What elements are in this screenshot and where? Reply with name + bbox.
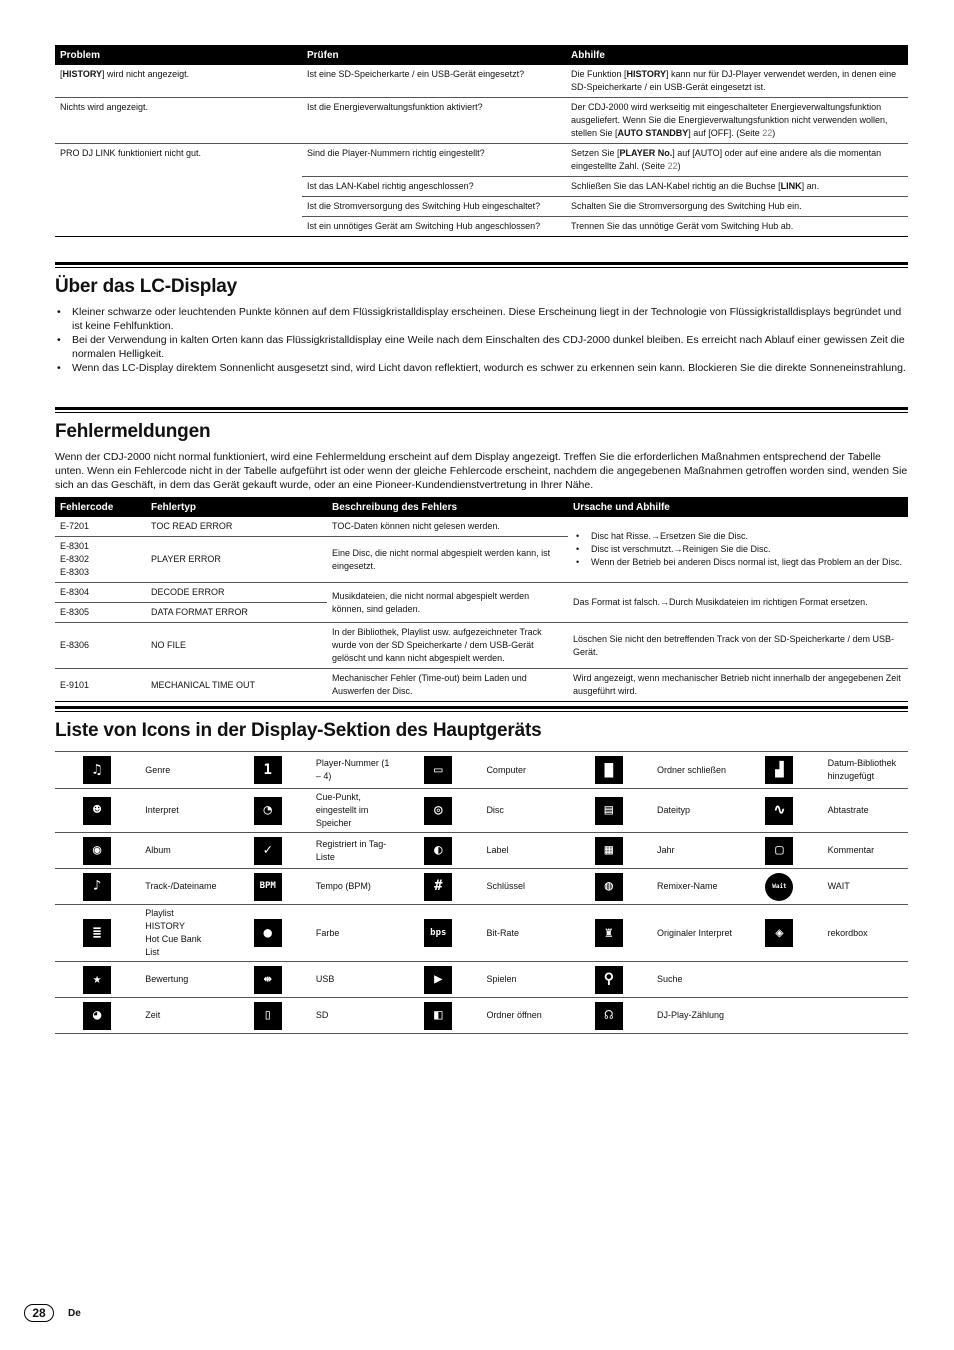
error-code: E-9101 bbox=[55, 669, 146, 702]
icon-cell bbox=[55, 869, 139, 905]
icon-label-text: Playlist HISTORY Hot Cue Bank List bbox=[145, 908, 202, 957]
error-type: MECHANICAL TIME OUT bbox=[146, 669, 327, 702]
fix-cell: Schließen Sie das LAN-Kabel richtig an die Buchse [LINK] an. bbox=[566, 177, 908, 197]
icon-cell bbox=[737, 869, 821, 905]
icon-label-text: Jahr bbox=[657, 845, 675, 855]
icon-label bbox=[310, 962, 396, 998]
icon-label bbox=[310, 833, 396, 869]
icon-label-text: Ordner schließen bbox=[657, 764, 727, 775]
icon-cell bbox=[226, 833, 310, 869]
header-problem: Problem bbox=[55, 45, 302, 65]
icon-label-text: Remixer-Name bbox=[657, 881, 718, 891]
icon-table bbox=[55, 751, 908, 1034]
icon-label-text: Originaler Interpret bbox=[657, 927, 733, 938]
time-icon: ◕ bbox=[83, 1002, 111, 1030]
icon-cell bbox=[567, 789, 651, 833]
bpm-icon: BPM bbox=[254, 873, 282, 901]
folder-open-icon: ◧ bbox=[424, 1002, 452, 1030]
icon-label-text: Bit-Rate bbox=[486, 927, 519, 938]
icon-row bbox=[55, 752, 908, 789]
error-code: E-8306 bbox=[55, 623, 146, 669]
icon-cell bbox=[737, 833, 821, 869]
error-desc: Mechanischer Fehler (Time-out) beim Laden und Auswerfen der Disc. bbox=[327, 669, 568, 702]
tag-list-icon: ✓ bbox=[254, 837, 282, 865]
icon-label-text: rekordbox bbox=[827, 927, 868, 938]
rating-icon: ★ bbox=[83, 966, 111, 994]
icon-label bbox=[651, 998, 737, 1034]
icon-label bbox=[480, 998, 566, 1034]
icon-cell bbox=[396, 789, 480, 833]
icon-label-text: WAIT bbox=[827, 881, 850, 891]
section-rule bbox=[55, 706, 908, 712]
remixer-icon: ◍ bbox=[595, 873, 623, 901]
icon-label-text: USB bbox=[315, 974, 335, 984]
icon-label bbox=[651, 752, 737, 789]
icon-label bbox=[651, 962, 737, 998]
genre-icon: ♫ bbox=[83, 756, 111, 784]
table-row bbox=[55, 144, 908, 177]
icon-cell bbox=[55, 998, 139, 1034]
icon-cell bbox=[226, 905, 310, 962]
computer-icon: ▭ bbox=[424, 756, 452, 784]
icon-label bbox=[822, 869, 908, 905]
check-cell: Ist die Energieverwaltungsfunktion aktiviert? bbox=[302, 98, 566, 144]
icon-label bbox=[651, 833, 737, 869]
problem-cell: PRO DJ LINK funktioniert nicht gut. bbox=[55, 144, 302, 237]
table-row bbox=[55, 517, 908, 537]
icon-label bbox=[310, 998, 396, 1034]
error-desc: Eine Disc, die nicht normal abgespielt werden kann, ist eingesetzt. bbox=[327, 537, 568, 583]
icon-label-text: Interpret bbox=[145, 805, 179, 815]
icon-cell bbox=[226, 962, 310, 998]
icon-label bbox=[651, 869, 737, 905]
section-title: Fehlermeldungen bbox=[55, 421, 211, 442]
icon-row bbox=[55, 789, 908, 833]
fix-cell: Setzen Sie [PLAYER No.] auf [AUTO] oder auf eine andere als die momentan eingestellte Zahl. (Seite 22) bbox=[566, 144, 908, 177]
list-item: • Bei der Verwendung in kalten Orten kann das Flüssigkristalldisplay eine Weile nach dem Einschalten des CDJ-2000 dunkel bleiben. Es erreicht nach Ablauf einer gewissen Zeit die normalen Helligkeit. bbox=[55, 333, 908, 361]
section-title: Über das LC-Display bbox=[55, 276, 238, 297]
troubleshooting-table bbox=[55, 45, 908, 237]
icon-cell bbox=[396, 962, 480, 998]
lc-display-bullets bbox=[55, 305, 908, 375]
icon-label bbox=[822, 752, 908, 789]
error-code: E-8305 bbox=[55, 603, 146, 623]
icon-label bbox=[139, 833, 225, 869]
section-rule bbox=[55, 407, 908, 413]
icon-label bbox=[139, 752, 225, 789]
icon-cell bbox=[567, 998, 651, 1034]
key-icon: # bbox=[424, 873, 452, 901]
icon-label bbox=[651, 789, 737, 833]
color-icon: ● bbox=[254, 919, 282, 947]
icon-label bbox=[480, 905, 566, 962]
icon-label-text: DJ-Play-Zählung bbox=[657, 1010, 725, 1020]
icon-label bbox=[822, 998, 908, 1034]
check-cell: Ist eine SD-Speicherkarte / ein USB-Gerät eingesetzt? bbox=[302, 65, 566, 98]
check-cell: Ist die Stromversorgung des Switching Hub eingeschaltet? bbox=[302, 197, 566, 217]
table-row bbox=[55, 65, 908, 98]
error-desc: In der Bibliothek, Playlist usw. aufgezeichneter Track wurde von der SD Speicherkarte / dem USB-Gerät gelöscht und kann nicht abgespielt werden. bbox=[327, 623, 568, 669]
icon-label-text: SD bbox=[315, 1010, 329, 1020]
icon-label-text: Cue-Punkt, eingestellt im Speicher bbox=[315, 792, 369, 828]
list-item: • Disc ist verschmutzt.→Reinigen Sie die Disc. bbox=[573, 543, 903, 556]
error-code: E-8301 E-8302 E-8303 bbox=[55, 537, 146, 583]
icon-label-text: Bewertung bbox=[145, 974, 189, 984]
icon-cell bbox=[396, 998, 480, 1034]
icon-label-text: Dateityp bbox=[657, 805, 691, 815]
icon-label-text: Disc bbox=[486, 805, 504, 815]
icon-cell bbox=[396, 869, 480, 905]
icon-label-text: Kommentar bbox=[827, 845, 875, 855]
section-rule bbox=[55, 262, 908, 268]
icon-label bbox=[651, 905, 737, 962]
icon-label-text: Registriert in Tag-Liste bbox=[315, 838, 387, 862]
icon-label bbox=[310, 869, 396, 905]
icon-cell bbox=[737, 962, 821, 998]
icon-label bbox=[310, 752, 396, 789]
icon-label-text: Track-/Dateiname bbox=[145, 881, 217, 891]
sample-rate-icon: ∿ bbox=[765, 797, 793, 825]
usb-icon: ⇹ bbox=[254, 966, 282, 994]
icon-cell bbox=[55, 752, 139, 789]
error-code: E-8304 bbox=[55, 583, 146, 603]
icon-label-text: Player-Nummer (1 – 4) bbox=[315, 758, 390, 781]
comment-icon: ▢ bbox=[765, 837, 793, 865]
bitrate-icon: bps bbox=[424, 919, 452, 947]
error-type: TOC READ ERROR bbox=[146, 517, 327, 537]
icon-label-text: Label bbox=[486, 845, 509, 855]
icon-cell bbox=[55, 789, 139, 833]
icon-cell bbox=[55, 905, 139, 962]
header-code: Fehlercode bbox=[55, 497, 146, 517]
track-icon: ♪ bbox=[83, 873, 111, 901]
header-desc: Beschreibung des Fehlers bbox=[327, 497, 568, 517]
icon-cell bbox=[737, 789, 821, 833]
list-item: • Disc hat Risse.→Ersetzen Sie die Disc. bbox=[573, 530, 903, 543]
table-row bbox=[55, 623, 908, 669]
icon-label-text: Zeit bbox=[145, 1010, 161, 1020]
icon-label bbox=[480, 833, 566, 869]
play-icon: ▶ bbox=[424, 966, 452, 994]
label-icon: ◐ bbox=[424, 837, 452, 865]
error-desc: Musikdateien, die nicht normal abgespielt werden können, sind geladen. bbox=[327, 583, 568, 623]
icon-label-text: Ordner öffnen bbox=[486, 1010, 542, 1020]
icon-cell bbox=[396, 833, 480, 869]
original-artist-icon: ♜ bbox=[595, 919, 623, 947]
section-title: Liste von Icons in der Display-Sektion des Hauptgeräts bbox=[55, 720, 542, 741]
icons-section bbox=[55, 706, 908, 1034]
rekordbox-icon: ◈ bbox=[765, 919, 793, 947]
fix-cell: Die Funktion [HISTORY] kann nur für DJ-Player verwendet werden, in denen eine SD-Speicherkarte / ein USB-Gerät eingesetzt ist. bbox=[566, 65, 908, 98]
cue-memory-icon: ◔ bbox=[254, 797, 282, 825]
check-cell: Sind die Player-Nummern richtig eingestellt? bbox=[302, 144, 566, 177]
icon-label bbox=[822, 789, 908, 833]
icon-label bbox=[822, 962, 908, 998]
icon-cell bbox=[737, 752, 821, 789]
date-added-icon: ▟ bbox=[765, 756, 793, 784]
page-number: 28 bbox=[24, 1304, 54, 1322]
error-type: DATA FORMAT ERROR bbox=[146, 603, 327, 623]
icon-label bbox=[480, 789, 566, 833]
album-icon: ◉ bbox=[83, 837, 111, 865]
header-type: Fehlertyp bbox=[146, 497, 327, 517]
player-number-icon: 1 bbox=[254, 756, 282, 784]
search-icon: ⚲ bbox=[595, 966, 623, 994]
icon-label bbox=[139, 789, 225, 833]
list-item: • Wenn der Betrieb bei anderen Discs normal ist, liegt das Problem an der Disc. bbox=[573, 556, 903, 569]
error-messages-section bbox=[55, 407, 908, 702]
error-cause: Das Format ist falsch.→Durch Musikdateien im richtigen Format ersetzen. bbox=[568, 583, 908, 623]
check-cell: Ist das LAN-Kabel richtig angeschlossen? bbox=[302, 177, 566, 197]
folder-closed-icon: ▇ bbox=[595, 756, 623, 784]
icon-row bbox=[55, 998, 908, 1034]
error-type: PLAYER ERROR bbox=[146, 537, 327, 583]
icon-label bbox=[822, 833, 908, 869]
page-ref-link[interactable]: 22 bbox=[667, 161, 678, 171]
icon-cell bbox=[226, 789, 310, 833]
icon-label bbox=[139, 962, 225, 998]
list-item: • Wenn das LC-Display direktem Sonnenlicht ausgesetzt sind, wird Licht davon reflektiert, wodurch es schwer zu erkennen sein kann. Blockieren Sie die direkte Sonneneinstrahlung. bbox=[55, 361, 908, 375]
page-ref-link[interactable]: 22 bbox=[762, 128, 773, 138]
icon-label bbox=[480, 962, 566, 998]
artist-icon: ☻ bbox=[83, 797, 111, 825]
error-type: NO FILE bbox=[146, 623, 327, 669]
icon-label-text: Tempo (BPM) bbox=[315, 881, 371, 891]
icon-cell bbox=[55, 833, 139, 869]
icon-cell bbox=[737, 998, 821, 1034]
dj-play-count-icon: ☊ bbox=[595, 1002, 623, 1030]
icon-label-text: Abtastrate bbox=[827, 805, 869, 815]
icon-label bbox=[139, 998, 225, 1034]
header-check: Prüfen bbox=[302, 45, 566, 65]
fix-cell: Der CDJ-2000 wird werkseitig mit eingeschalteter Energieverwaltungsfunktion ausgeliefert. Wenn Sie die Energieverwaltungsfunktion nicht verwenden wollen, stellen Sie [AUTO STANDBY] auf [OFF]. (Seite 22) bbox=[566, 98, 908, 144]
problem-cell: Nichts wird angezeigt. bbox=[55, 98, 302, 144]
icon-label-text: Album bbox=[145, 845, 171, 855]
table-row bbox=[55, 669, 908, 702]
error-cause: Wird angezeigt, wenn mechanischer Betrieb nicht innerhalb der angegebenen Zeit ausgeführt wird. bbox=[568, 669, 908, 702]
icon-row bbox=[55, 905, 908, 962]
icon-cell bbox=[567, 905, 651, 962]
icon-label-text: Datum-Bibliothek hinzugefügt bbox=[827, 758, 897, 781]
icon-row bbox=[55, 962, 908, 998]
error-intro: Wenn der CDJ-2000 nicht normal funktioniert, wird eine Fehlermeldung erscheint auf dem Display angezeigt. Treffen Sie die erforderlichen Maßnahmen entsprechend der Tabelle unten. Wenn ein Fehlercode nicht in der Tabelle aufgeführt ist oder wenn der gleiche Fehlercode erscheint, nachdem die angegebenen Maßnahmen getroffen worden sind, wenden Sie sich an das Geschäft, in dem das Gerät gekauft wurde, oder an eine Pioneer-Kundendienstvertretung in Ihrer Nähe. bbox=[55, 451, 908, 491]
error-table bbox=[55, 497, 908, 702]
icon-label-text: Schlüssel bbox=[486, 881, 525, 891]
wait-icon: Wait bbox=[765, 873, 793, 901]
check-cell: Ist ein unnötiges Gerät am Switching Hub angeschlossen? bbox=[302, 217, 566, 237]
icon-label-text: Farbe bbox=[315, 927, 340, 938]
icon-cell bbox=[226, 752, 310, 789]
problem-cell: [HISTORY] wird nicht angezeigt. bbox=[55, 65, 302, 98]
table-row bbox=[55, 98, 908, 144]
icon-label bbox=[480, 869, 566, 905]
header-cause: Ursache und Abhilfe bbox=[568, 497, 908, 517]
error-code: E-7201 bbox=[55, 517, 146, 537]
page-footer bbox=[24, 1304, 81, 1322]
icon-label-text: Computer bbox=[486, 764, 526, 775]
error-desc: TOC-Daten können nicht gelesen werden. bbox=[327, 517, 568, 537]
error-type: DECODE ERROR bbox=[146, 583, 327, 603]
sd-icon: ▯ bbox=[254, 1002, 282, 1030]
year-icon: ▦ bbox=[595, 837, 623, 865]
icon-label-text: Suche bbox=[657, 974, 683, 984]
icon-label bbox=[139, 869, 225, 905]
icon-cell bbox=[226, 998, 310, 1034]
file-type-icon: ▤ bbox=[595, 797, 623, 825]
playlist-icon: ≣ bbox=[83, 919, 111, 947]
icon-label bbox=[310, 789, 396, 833]
icon-label-text: Genre bbox=[145, 764, 171, 775]
icon-label bbox=[822, 905, 908, 962]
icon-cell bbox=[567, 833, 651, 869]
fix-cell: Trennen Sie das unnötige Gerät vom Switching Hub ab. bbox=[566, 217, 908, 237]
icon-cell bbox=[226, 869, 310, 905]
disc-icon: ◎ bbox=[424, 797, 452, 825]
icon-cell bbox=[567, 752, 651, 789]
fix-cell: Schalten Sie die Stromversorgung des Switching Hub ein. bbox=[566, 197, 908, 217]
lc-display-section bbox=[55, 262, 908, 375]
error-cause: Löschen Sie nicht den betreffenden Track von der SD-Speicherkarte / dem USB-Gerät. bbox=[568, 623, 908, 669]
icon-cell bbox=[396, 905, 480, 962]
icon-cell bbox=[396, 752, 480, 789]
header-fix: Abhilfe bbox=[566, 45, 908, 65]
icon-label bbox=[139, 905, 225, 962]
icon-label bbox=[480, 752, 566, 789]
icon-row bbox=[55, 833, 908, 869]
icon-cell bbox=[55, 962, 139, 998]
icon-label-text: Spielen bbox=[486, 974, 517, 984]
language-code: De bbox=[68, 1307, 81, 1319]
troubleshooting-section bbox=[55, 45, 908, 237]
icon-label bbox=[310, 905, 396, 962]
icon-row bbox=[55, 869, 908, 905]
table-row bbox=[55, 583, 908, 603]
icon-cell bbox=[567, 962, 651, 998]
list-item: • Kleiner schwarze oder leuchtenden Punkte können auf dem Flüssigkristalldisplay erscheinen. Diese Erscheinung liegt in der Technologie von Flüssigkristalldisplays begründet und ist keine Fehlfunktion. bbox=[55, 305, 908, 333]
icon-cell bbox=[737, 905, 821, 962]
icon-cell bbox=[567, 869, 651, 905]
error-cause bbox=[568, 517, 908, 583]
